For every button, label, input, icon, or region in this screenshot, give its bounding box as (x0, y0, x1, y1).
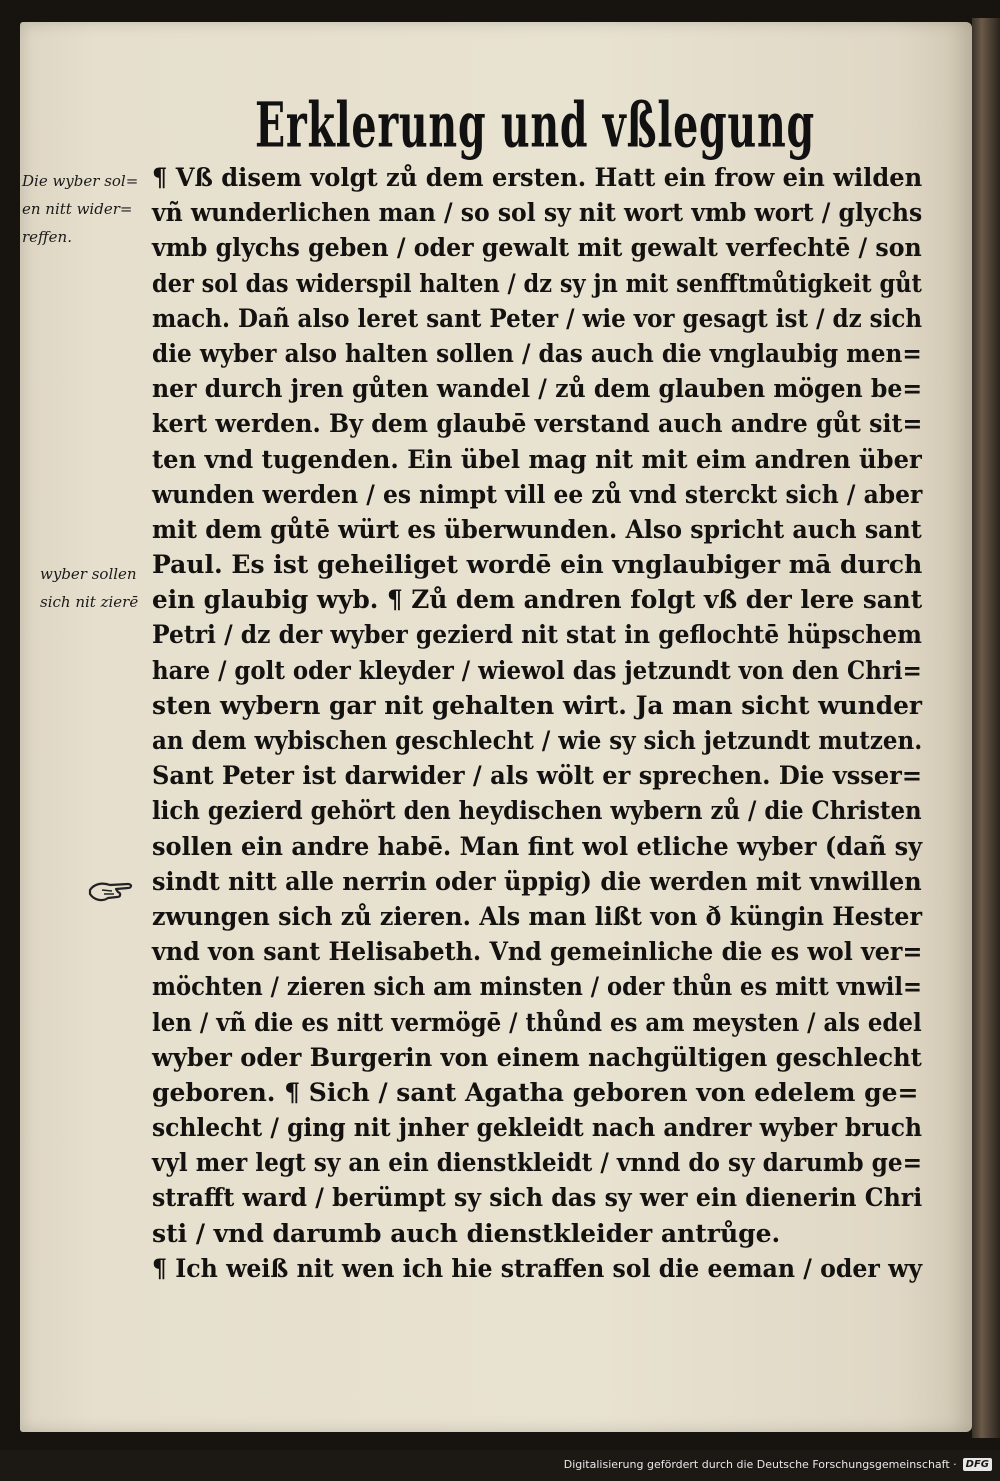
dfg-logo: DFG (963, 1458, 992, 1471)
text-line: an dem wybischen geschlecht / wie sy sich jetzundt mutzen. (152, 726, 923, 755)
text-line: schlecht / ging nit jnher gekleidt nach andrer wyber bruch (152, 1113, 922, 1143)
text-line: kert werden. By dem glaubē verstand auch andre gůt sit= (152, 409, 923, 439)
text-line: die wyber also halten sollen / das auch die vnglaubig men= (152, 338, 922, 368)
text-line: der sol das widerspil halten / dz sy jn mit senfftmůtigkeit gůt (152, 268, 922, 298)
text-line: zwungen sich zů zieren. Als man lißt von ð küngin Hester (152, 901, 923, 931)
text-line: ner durch jren gůten wandel / zů dem glauben mögen be= (152, 374, 923, 404)
margin-note-2 (40, 560, 138, 616)
text-line: ¶ Vß disem volgt zů dem ersten. Hatt ein frow ein wilden (152, 163, 923, 192)
margin-note-line: sich nit zierē (40, 593, 139, 611)
margin-note-1 (22, 167, 138, 251)
text-line: sollen ein andre habē. Man fint wol etliche wyber (dañ sy (152, 831, 923, 861)
text-line: mit dem gůtē würt es überwunden. Also spricht auch sant (152, 514, 922, 544)
margin-note-line: Die wyber sol= (22, 172, 139, 190)
text-line: ein glaubig wyb. ¶ Zů dem andren folgt vß der lere sant (152, 585, 923, 615)
text-line: sten wybern gar nit gehalten wirt. Ja man sicht wunder (152, 690, 923, 720)
text-line: möchten / zieren sich am minsten / oder thůn es mitt vnwil= (152, 972, 922, 1002)
margin-note-line: reffen. (22, 228, 72, 246)
body-text (152, 160, 922, 1286)
margin-note-line: en nitt wider= (22, 200, 133, 218)
text-line: hare / golt oder kleyder / wiewol das jetzundt von den Chri= (152, 655, 922, 685)
text-line: lich gezierd gehört den heydischen wybern zů / die Christen (152, 796, 922, 826)
book-spine (972, 18, 1000, 1438)
text-line: mach. Dañ also leret sant Peter / wie vor gesagt ist / dz sich (152, 303, 923, 333)
text-line: vmb glychs geben / oder gewalt mit gewalt verfechtē / son (152, 233, 922, 263)
digitization-footer (564, 1458, 992, 1471)
text-line: Petri / dz der wyber gezierd nit stat in geflochtē hüpschem (152, 620, 922, 650)
text-line: geboren. ¶ Sich / sant Agatha geboren von edelem ge= (152, 1077, 919, 1107)
text-line: sindt nitt alle nerrin oder üppig) die werden mit vnwillen (152, 866, 922, 896)
text-line: ¶ Ich weiß nit wen ich hie straffen sol die eeman / oder wy (152, 1253, 923, 1283)
text-line: len / vñ die es nitt vermögē / thůnd es am meysten / als edel (152, 1007, 922, 1037)
pointing-hand-icon (88, 876, 134, 906)
text-line: vyl mer legt sy an ein dienstkleidt / vnnd do sy darumb ge= (152, 1148, 922, 1178)
text-line: wyber oder Burgerin von einem nachgültigen geschlecht (152, 1042, 922, 1072)
text-line: ten vnd tugenden. Ein übel mag nit mit eim andren über (152, 444, 922, 474)
text-line: vñ wunderlichen man / so sol sy nit wort vmb wort / glychs (152, 198, 923, 228)
text-line: strafft ward / berümpt sy sich das sy wer ein dienerin Chri (152, 1183, 923, 1213)
text-line: sti / vnd darumb auch dienstkleider antrůge. (152, 1218, 781, 1248)
text-line: Sant Peter ist darwider / als wölt er sprechen. Die vsser= (152, 761, 923, 791)
text-line: Paul. Es ist geheiliget wordē ein vnglaubiger mā durch (152, 550, 923, 580)
page-heading: Erklerung und vßlegung (255, 88, 815, 162)
margin-note-line: wyber sollen (40, 565, 137, 583)
text-line: vnd von sant Helisabeth. Vnd gemeinliche die es wol ver= (152, 937, 923, 967)
text-line: wunden werden / es nimpt vill ee zů vnd sterckt sich / aber (152, 479, 923, 509)
footer-text: Digitalisierung gefördert durch die Deutsche Forschungsgemeinschaft · (563, 1458, 957, 1471)
